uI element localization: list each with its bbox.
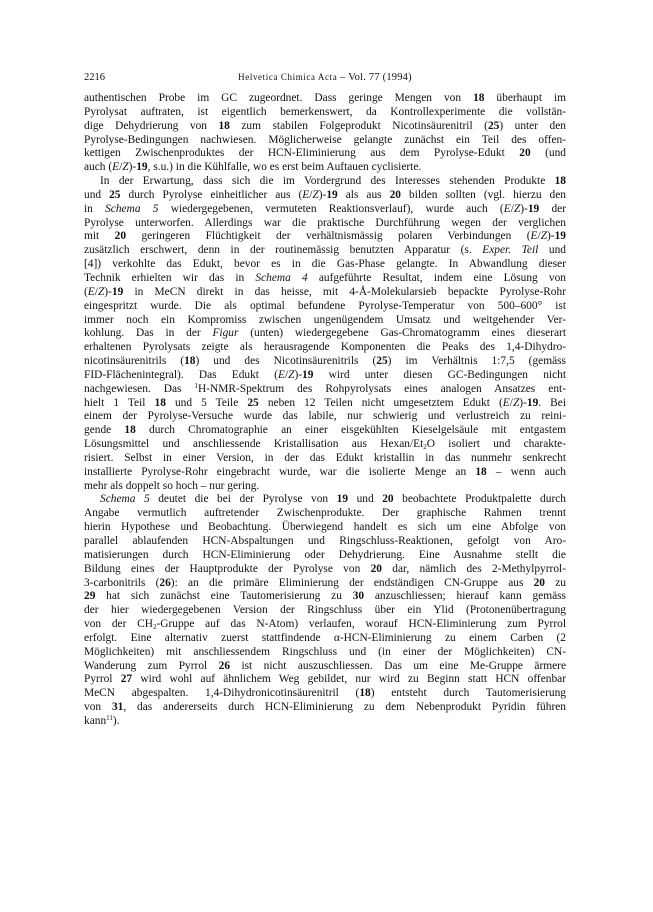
text-line: kann$^{11}$). <box>84 713 120 727</box>
text-line: installierte Pyrolyse-Rohr eingebracht wurde, war die isolierte Menge an 18 – wenn auch <box>84 465 566 478</box>
text-line: Pyrolyse-Bedingungen nachwiesen. Möglicherweise gelangte zunächst ein Teil des offen- <box>84 133 566 146</box>
text-line: eingespritzt wurde. Die als optimal befundene Pyrolyse-Temperatur von 500–600° ist <box>84 299 566 312</box>
text-line: hierin Hypothese und Beobachtung. Überwiegend handelt es sich um eine Abfolge von <box>84 521 566 534</box>
text-line: der hier wiedergegebenen Version der Ringschluss über ein Ylid (Protonenübertragung <box>84 604 566 617</box>
text-line: risiert. Selbst in einer Version, in der das Edukt kristallin in das nunmehr senkrecht <box>84 451 566 464</box>
journal-volume: Vol. 77 (1994) <box>348 72 412 83</box>
text-line: hielt 1 Teil 18 und 5 Teile 25 neben 12 Teilen nicht umgesetztem Edukt (E/Z)-19. Bei <box>84 396 567 409</box>
text-line: mehr als doppelt so hoch – nur gering. <box>84 479 260 492</box>
text-line: Schema 5 deutet die bei der Pyrolyse von 19 und 20 beobachtete Produktpalette durch <box>100 493 566 506</box>
text-line: Technik erhielten wir das in Schema 4 aufgeführte Resultat, indem eine Lösung von <box>84 271 566 284</box>
text-line: nachgewiesen. Das $^1$H-NMR-Spektrum des Rohpyrolysats eines analogen Ansatzes ent- <box>84 381 566 395</box>
running-header <box>84 72 566 88</box>
text-line: dige Dehydrierung von 18 zum stabilen Folgeprodukt Nicotinsäurenitril (25) unter den <box>84 119 566 132</box>
text-line: in Schema 5 wiedergegebenen, vermuteten Reaktionsverlauf), wurde auch (E/Z)-19 der <box>84 202 566 215</box>
text-line: 29 hat sich zunächst eine Tautomerisierung zu 30 anzuschliessen; hierauf kann gemäss <box>84 590 566 603</box>
text-line: kohlung. Das in der Figur (unten) wiedergegebene Gas-Chromatogramm eines dieserart <box>84 327 566 340</box>
page-number: 2216 <box>84 72 105 83</box>
article-body <box>84 92 566 729</box>
paragraph-2 <box>84 175 566 493</box>
text-line: authentischen Probe im GC zugeordnet. Dass geringe Mengen von 18 überhaupt im <box>84 92 566 104</box>
text-line: nicotinsäurenitrils (18) und des Nicotinsäurenitrils (25) im Verhältnis 1:7,5 (gemäss <box>84 355 566 368</box>
text-line: erhaltenen Pyrolysats zeigte als herausragende Komponenten die Peaks des 1,4-Dihydro- <box>84 341 566 354</box>
text-line: kettigen Zwischenproduktes der HCN-Eliminierung aus dem Pyrolyse-Edukt 20 (und <box>84 147 566 160</box>
text-line: MeCN abgespalten. 1,4-Dihydronicotinsäurenitril (18) entsteht durch Tautomerisierung <box>84 687 566 700</box>
text-line: Pyrrol 27 wird wohl auf ähnlichem Weg gebildet, nur wird zu Beginn statt HCN offenbar <box>84 673 566 686</box>
paragraph-3 <box>84 493 566 728</box>
paragraph-1 <box>84 92 566 175</box>
text-line: zusätzlich erschwert, denn in der routinemässig benutzten Apparatur (s. Exper. Teil und <box>84 244 566 257</box>
text-line: gende 18 durch Chromatographie an einer eisgekühlten Kieselgelsäule mit entgastem <box>84 424 566 437</box>
text-line: matisierungen durch HCN-Eliminierung oder Dehydrierung. Eine Ausnahme stellt die <box>84 548 566 561</box>
text-line: Wanderung zum Pyrrol 26 ist nicht auszuschliessen. Das um eine Me-Gruppe ärmere <box>84 659 566 672</box>
text-line: Pyrolysat auftraten, ist eigentlich bemerkenswert, da Kontrollexperimente die vollstän- <box>84 105 566 118</box>
journal-title: Helvetica Chimica Acta – Vol. 77 (1994) <box>238 72 412 83</box>
text-line: von der $CH_2$-Gruppe auf das N-Atom) verlaufen, worauf HCN-Eliminierung zum Pyrrol <box>84 618 566 632</box>
text-line: (E/Z)-19 in MeCN direkt in das heisse, mit 4-Å-Molekularsieb bepackte Pyrolyse-Rohr <box>84 285 566 298</box>
text-line: Pyrolyse unterworfen. Allerdings war die praktische Durchführung wegen der verglichen <box>84 216 566 229</box>
text-line: FID-Flächenintegral). Das Edukt (E/Z)-19 wird unter diesen GC-Bedingungen nicht <box>84 368 566 381</box>
text-line: erfolgt. Eine alternativ zuerst stattfindende α-HCN-Eliminierung zu einem Carben (2 <box>84 631 566 644</box>
text-line: und 25 durch Pyrolyse einheitlicher aus (E/Z)-19 als aus 20 bilden sollten (vgl. hierzu den <box>84 188 566 201</box>
text-line: Möglichkeiten) mit anschliessendem Ringschluss und (in einer der Möglichkeiten) CN- <box>84 645 566 658</box>
text-line: Angabe vermutlich auftretender Zwischenprodukte. Der graphische Rahmen trennt <box>84 507 566 520</box>
text-line: immer noch ein Kompromiss zwischen ungenügendem Umsatz und weitgehender Ver- <box>84 313 566 326</box>
text-line: [4]) verkohlte das Edukt, bevor es in die Gas-Phase gelangte. In Abwandlung dieser <box>84 258 566 271</box>
text-line: 3-carbonitrils (26): an die primäre Eliminierung der endständigen CN-Gruppe aus 20 zu <box>84 576 566 589</box>
text-line: parallel ablaufenden HCN-Abspaltungen und Ringschluss-Reaktionen, gefolgt von Aro- <box>84 535 566 547</box>
text-line: In der Erwartung, dass sich die im Vordergrund des Interesses stehenden Produkte 18 <box>100 175 566 188</box>
text-line: einem der Pyrolyse-Versuche wurde das labile, nur schwierig und verlustreich zu reini- <box>84 410 566 423</box>
text-line: Lösungsmittel und anschliessende Kristallisation aus Hexan/$Et_2O$ isoliert und charakte- <box>84 438 566 452</box>
text-line: mit 20 geringeren Flüchtigkeit der verhältnismässig polaren Verbindungen (E/Z)-19 <box>84 230 566 243</box>
text-line: von 31, das andererseits durch HCN-Eliminierung zu dem Nebenprodukt Pyridin führen <box>84 701 566 714</box>
journal-name: Helvetica Chimica Acta <box>238 72 338 82</box>
text-line: auch (E/Z)-19, s.u.) in die Kühlfalle, wo es erst beim Auftauen cyclisierte. <box>84 161 422 174</box>
text-line: Bildung eines der Hauptprodukte der Pyrolyse von 20 dar, nämlich des 2-Methylpyrrol- <box>84 562 566 575</box>
